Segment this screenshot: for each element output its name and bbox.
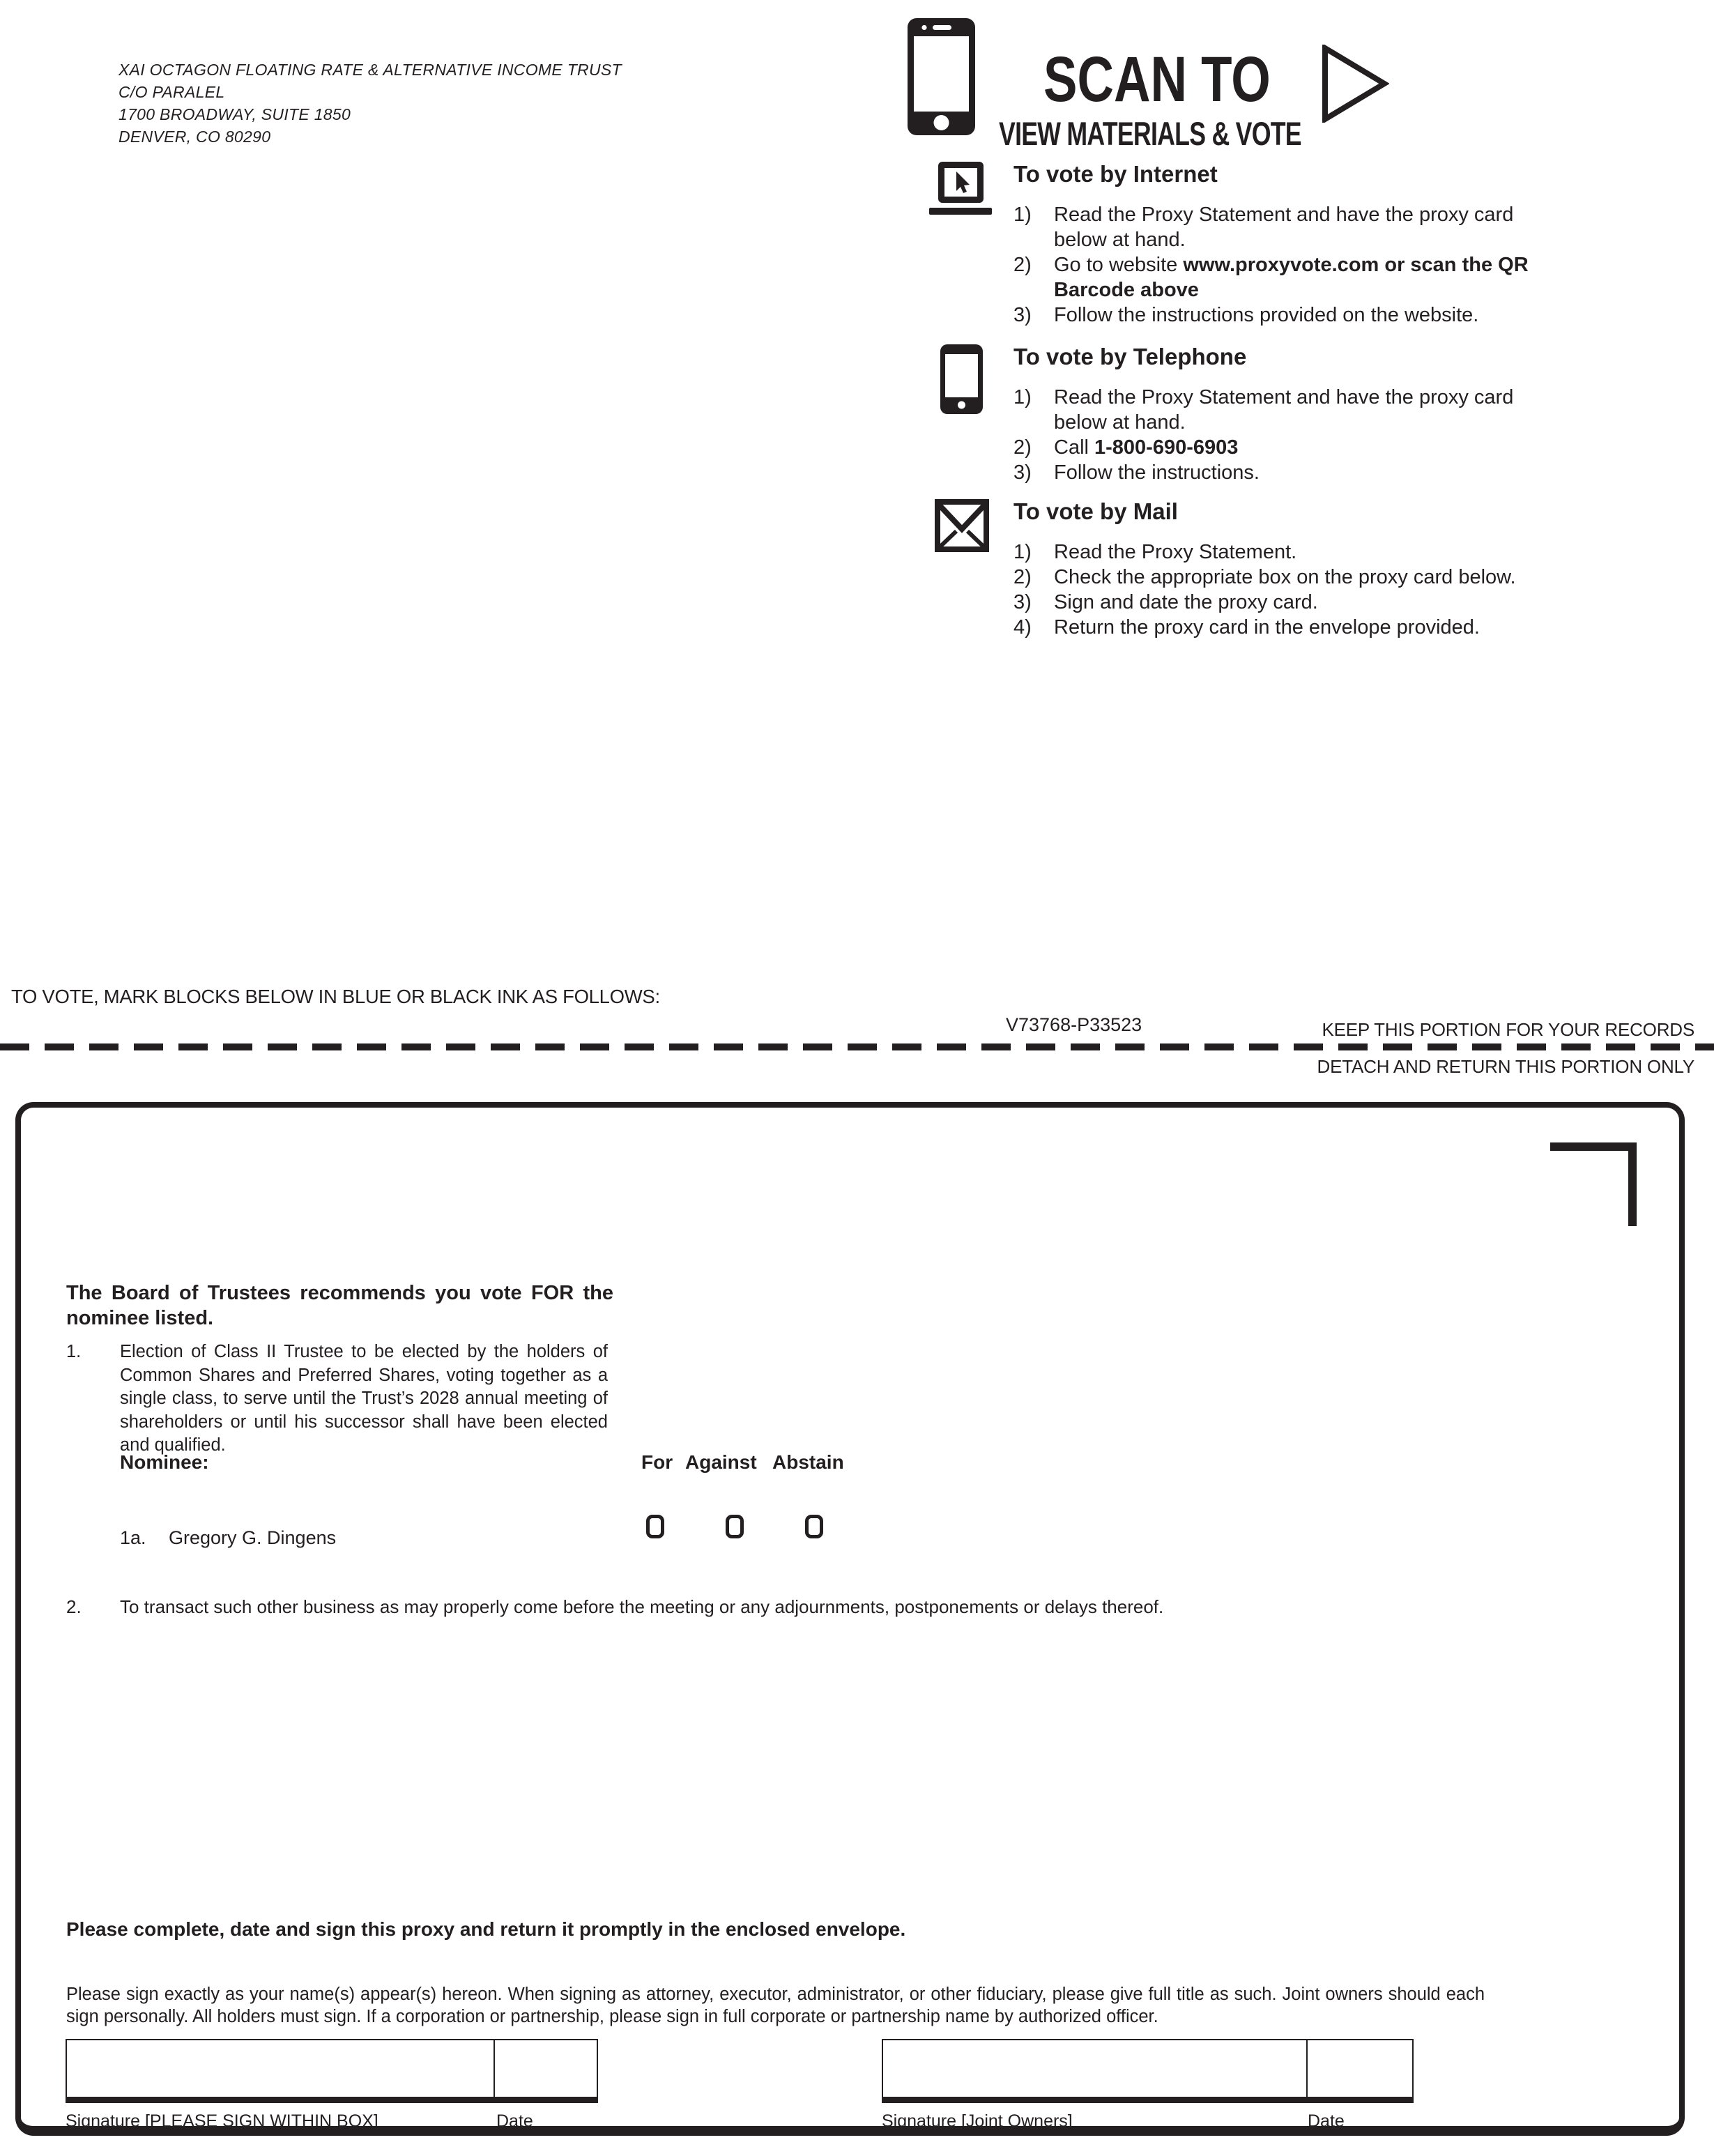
- joint-signature-group: [882, 2039, 1414, 2131]
- internet-step-1: 1) Read the Proxy Statement and have the proxy card below at hand.: [1013, 204, 1514, 252]
- internet-step-3: 3) Follow the instructions provided on the website.: [1013, 304, 1479, 327]
- registration-corner-mark: [1628, 1142, 1637, 1226]
- joint-signature-label: Signature [Joint Owners]: [882, 2111, 1073, 2131]
- primary-date-label: Date: [496, 2111, 533, 2131]
- sign-and-return-instruction: Please complete, date and sign this proxy and return it promptly in the enclosed envelope.: [66, 1918, 906, 1940]
- sender-address: [118, 59, 622, 148]
- joint-signature-field[interactable]: [883, 2040, 1306, 2097]
- laptop-cursor-icon: [929, 162, 992, 217]
- signature-underline-bar: [882, 2097, 1414, 2103]
- sender-city: DENVER, CO 80290: [118, 128, 271, 146]
- board-recommendation: The Board of Trustees recommends you vote FOR the nominee listed.: [66, 1282, 613, 1329]
- joint-date-label: Date: [1308, 2111, 1345, 2131]
- vote-against-checkbox[interactable]: [726, 1515, 744, 1538]
- column-header-abstain: Abstain: [772, 1451, 844, 1473]
- telephone-step-2: 2) Call 1-800-690-6903: [1013, 436, 1239, 459]
- control-code: V73768-P33523: [1006, 1014, 1142, 1035]
- proposal-1-text: Election of Class II Trustee to be elected by the holders of Common Shares and Preferred Shares, voting together as a single class, to serve until the Trust’s 2028 annual meeting of shareholders or until his successor shall have been elected and qualified.: [120, 1342, 608, 1455]
- sender-street: 1700 BROADWAY, SUITE 1850: [118, 105, 351, 123]
- mail-heading: To vote by Mail: [1013, 498, 1178, 524]
- proposal-1-number: 1.: [66, 1342, 82, 1361]
- vote-method-internet: [929, 162, 1626, 328]
- internet-heading: To vote by Internet: [1013, 161, 1218, 187]
- primary-signature-field[interactable]: [67, 2040, 493, 2097]
- signature-underline-bar: [66, 2097, 598, 2103]
- proposal-2: [66, 1596, 1391, 1619]
- primary-date-field[interactable]: [495, 2040, 597, 2097]
- vote-method-telephone: [929, 344, 1626, 485]
- column-header-against: Against: [685, 1451, 757, 1473]
- primary-signature-group: [66, 2039, 598, 2131]
- mail-step-3: 3) Sign and date the proxy card.: [1013, 591, 1318, 614]
- internet-step-2: 2) Go to website www.proxyvote.com or scan the QR Barcode above: [1013, 254, 1529, 302]
- vote-for-checkbox[interactable]: [646, 1515, 664, 1538]
- sender-name: XAI OCTAGON FLOATING RATE & ALTERNATIVE INCOME TRUST: [118, 61, 622, 79]
- arrow-right-icon: [1322, 45, 1389, 123]
- telephone-step-1: 1) Read the Proxy Statement and have the proxy card below at hand.: [1013, 386, 1514, 434]
- signature-fine-print: Please sign exactly as your name(s) appear(s) hereon. When signing as attorney, executor, administrator, or other fiduciary, please give full title as such. Joint owners should each sign personally. All holders must sign. If a corporation or partnership, please sign in full corporate or partnership name by authorized officer.: [66, 1985, 1485, 2026]
- registration-corner-mark: [1550, 1142, 1637, 1151]
- joint-date-field[interactable]: [1308, 2040, 1412, 2097]
- vote-method-mail: [929, 499, 1626, 640]
- proposal-2-number: 2.: [66, 1596, 82, 1617]
- mark-blocks-instruction: TO VOTE, MARK BLOCKS BELOW IN BLUE OR BLACK INK AS FOLLOWS:: [11, 986, 660, 1007]
- nominee-name: Gregory G. Dingens: [169, 1527, 337, 1548]
- primary-signature-label: Signature [PLEASE SIGN WITHIN BOX]: [66, 2111, 378, 2131]
- keep-portion-note: KEEP THIS PORTION FOR YOUR RECORDS: [1322, 1019, 1694, 1040]
- envelope-icon: [935, 499, 989, 552]
- vote-abstain-checkbox[interactable]: [805, 1515, 823, 1538]
- proxy-ballot-card: [15, 1102, 1685, 2136]
- telephone-heading: To vote by Telephone: [1013, 344, 1247, 369]
- scan-to-subtitle: VIEW MATERIALS & VOTE: [999, 115, 1301, 152]
- smartphone-icon: [940, 344, 983, 414]
- proposal-2-text: To transact such other business as may properly come before the meeting or any adjournments, postponements or delays thereof.: [120, 1596, 1164, 1617]
- column-header-for: For: [641, 1451, 673, 1473]
- scan-to-title: SCAN TO: [1043, 44, 1271, 115]
- telephone-step-3: 3) Follow the instructions.: [1013, 461, 1260, 484]
- detach-portion-note: DETACH AND RETURN THIS PORTION ONLY: [1317, 1056, 1694, 1077]
- nominee-label: Nominee:: [120, 1451, 209, 1473]
- mail-step-2: 2) Check the appropriate box on the proxy card below.: [1013, 566, 1516, 589]
- mail-step-4: 4) Return the proxy card in the envelope provided.: [1013, 616, 1480, 639]
- sender-care-of: C/O PARALEL: [118, 83, 225, 101]
- nominee-row-number: 1a.: [120, 1527, 146, 1548]
- perforation-dashed-line: [0, 1043, 1714, 1050]
- proposal-1: [66, 1340, 608, 1458]
- mail-step-1: 1) Read the Proxy Statement.: [1013, 541, 1297, 564]
- smartphone-scan-icon: [908, 18, 975, 135]
